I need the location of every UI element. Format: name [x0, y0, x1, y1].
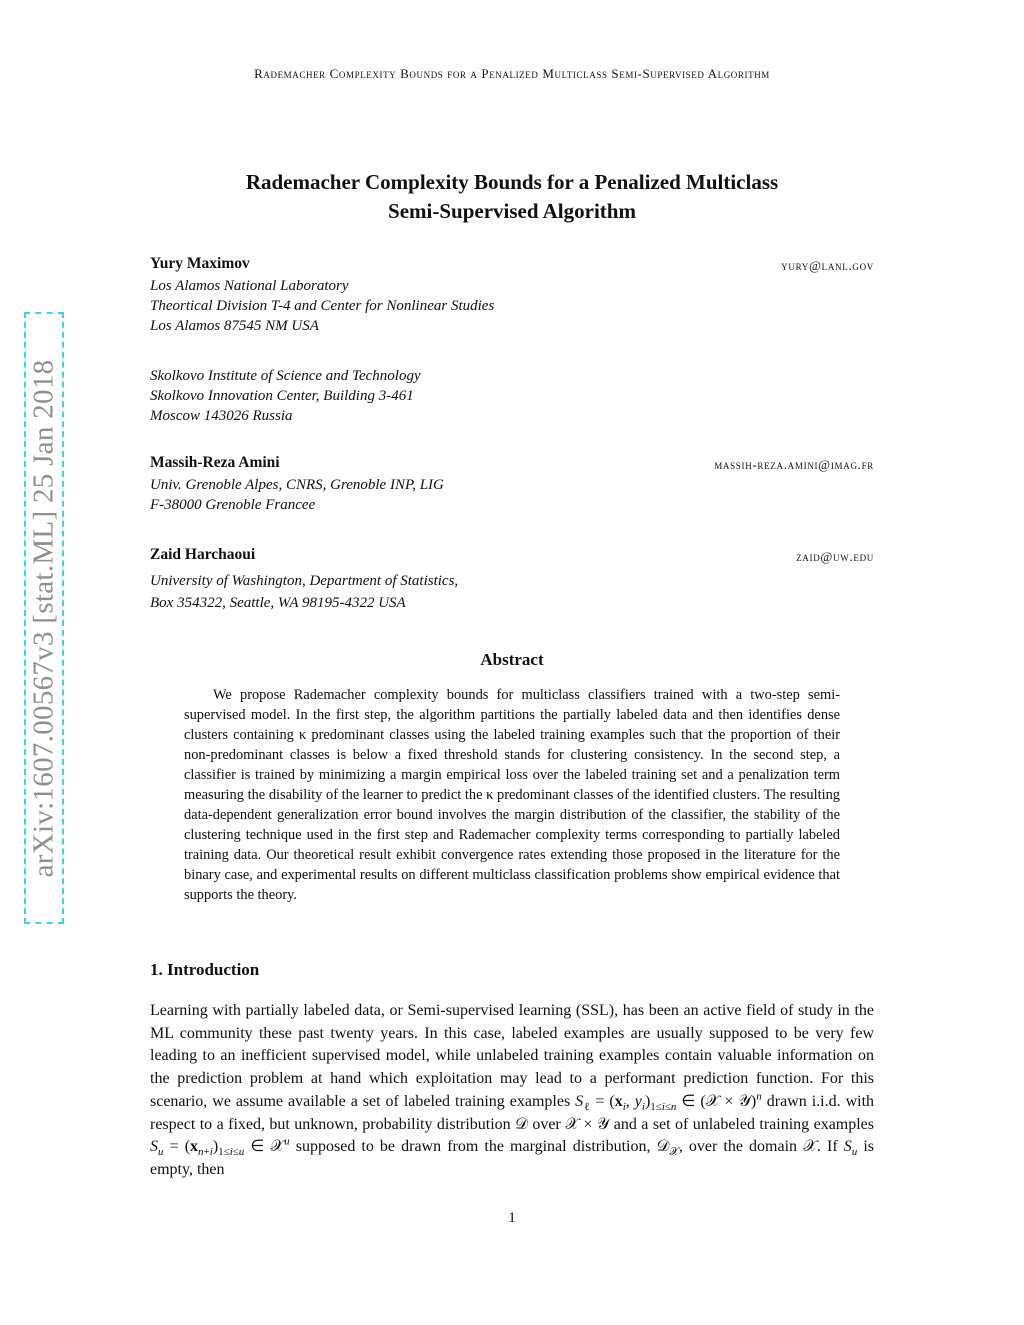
affiliation-line: Skolkovo Innovation Center, Building 3-461: [150, 388, 414, 404]
section-heading: 1. Introduction: [150, 960, 260, 979]
affiliation-line: Moscow 143026 Russia: [150, 408, 293, 424]
affiliation-line: Los Alamos 87545 NM USA: [150, 318, 319, 334]
running-header: Rademacher Complexity Bounds for a Penalized Multiclass Semi-Supervised Algorithm: [254, 66, 770, 81]
affiliation-line: Los Alamos National Laboratory: [150, 278, 349, 294]
affiliation-line: University of Washington, Department of Statistics,: [150, 573, 459, 589]
author-email: massih-reza.amini@imag.fr: [714, 457, 874, 472]
abstract-heading: Abstract: [480, 650, 544, 669]
affiliation-line: Box 354322, Seattle, WA 98195-4322 USA: [150, 595, 406, 611]
author-email: yury@lanl.gov: [781, 258, 874, 273]
author-affiliation: [150, 276, 494, 336]
title-line-1: Rademacher Complexity Bounds for a Penalized Multiclass: [245, 170, 779, 194]
introduction-paragraph: Learning with partially labeled data, or Semi-supervised learning (SSL), has been an active field of study in the ML community these past twenty years. In this case, labeled examples are usually supposed to be very few leading to an inefficient supervised model, while unlabeled training examples contain valuable information on the prediction problem at hand which exploitation may lead to a performant prediction function. For this scenario, we assume available a set of labeled training examples $S_\ell = (x_i$, $y_i)_{1\le i\le n}$ ∈ (𝒳 × 𝒴)$^n$ drawn i.i.d. with respect to a fixed, but unknown, probability distribution 𝒟 over 𝒳 × 𝒴 and a set of unlabeled training examples $S_u = (x_{n+i})_{1\le i\le u}$ ∈ 𝒳$^u$ supposed to be drawn from the marginal distribution, 𝒟$_𝒳$, over the domain 𝒳. If $S_u$ is empty, then: [150, 1002, 875, 1178]
title-line-2: Semi-Supervised Algorithm: [388, 199, 636, 223]
author-name: Zaid Harchaoui: [150, 546, 256, 563]
affiliation-line: Univ. Grenoble Alpes, CNRS, Grenoble INP, LIG: [150, 477, 444, 493]
author-affiliation: [150, 475, 444, 515]
affiliation-line: Skolkovo Institute of Science and Technology: [150, 368, 421, 384]
author-name: Massih-Reza Amini: [150, 454, 280, 471]
author-name: Yury Maximov: [150, 255, 250, 272]
affiliation-line: Theortical Division T-4 and Center for Nonlinear Studies: [150, 298, 495, 314]
page-number: 1: [508, 1210, 516, 1226]
arxiv-identifier: arXiv:1607.00567v3 [stat.ML] 25 Jan 2018: [27, 359, 60, 877]
abstract-body: We propose Rademacher complexity bounds for multiclass classifiers trained with a two-step semi-supervised model. In the first step, the algorithm partitions the partially labeled data and then identifies dense clusters containing κ predominant classes using the labeled training examples such that the proportion of their non-predominant classes is below a fixed threshold stands for clustering consistency. In the second step, a classifier is trained by minimizing a margin empirical loss over the labeled training set and a penalization term measuring the disability of the learner to predict the κ predominant classes of the identified clusters. The resulting data-dependent generalization error bound involves the margin distribution of the classifier, the stability of the clustering technique used in the first step and Rademacher complexity terms corresponding to partially labeled training data. Our theoretical result exhibit convergence rates extending those proposed in the literature for the binary case, and experimental results on different multiclass classification problems show empirical evidence that supports the theory.: [184, 687, 840, 903]
author-affiliation: [150, 570, 458, 614]
arxiv-stamp: [24, 312, 64, 924]
author-email: zaid@uw.edu: [796, 549, 874, 564]
author-affiliation-secondary: [150, 366, 421, 426]
affiliation-line: F-38000 Grenoble Francee: [150, 497, 316, 513]
paper-title: [150, 168, 874, 226]
